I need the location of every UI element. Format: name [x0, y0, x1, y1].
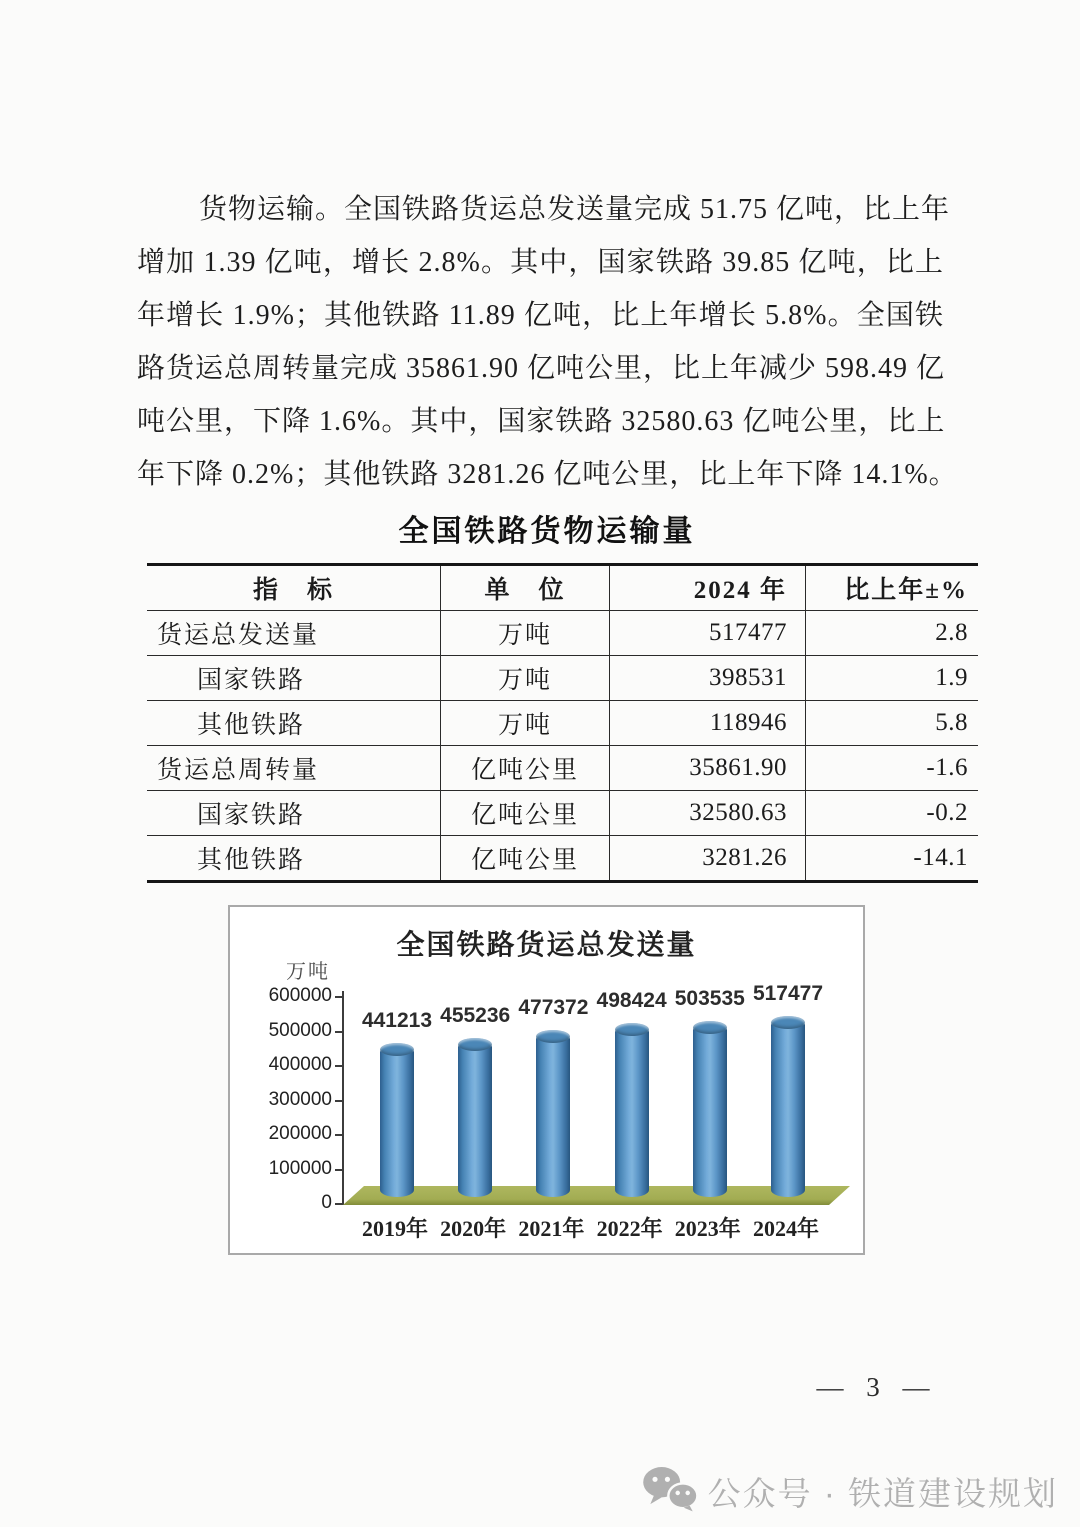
y-tick-mark	[335, 1203, 343, 1205]
y-tick-mark	[335, 1065, 343, 1067]
paragraph-line: 路货运总周转量完成 35861.90 亿吨公里，比上年减少 598.49 亿	[137, 353, 946, 384]
watermark-text: 公众号 · 铁道建设规划	[707, 1475, 1058, 1512]
x-axis-label: 2020年	[440, 1216, 507, 1241]
cell-indicator: 货运总周转量	[147, 746, 441, 791]
freight-table	[147, 563, 978, 883]
wechat-icon	[642, 1466, 698, 1517]
bar-cylinder	[615, 1025, 649, 1197]
x-axis-label: 2019年	[361, 1216, 428, 1241]
y-axis-unit-label: 万吨	[286, 961, 330, 983]
cell-yoy: -1.6	[806, 746, 979, 791]
table-row	[147, 701, 978, 746]
bar-cylinder	[380, 1045, 414, 1197]
bar-cylinder	[536, 1032, 570, 1197]
body-paragraph	[137, 183, 958, 501]
paragraph-line: 年下降 0.2%；其他铁路 3281.26 亿吨公里，比上年下降 14.1%。	[137, 459, 958, 490]
cell-indicator: 国家铁路	[147, 656, 441, 701]
cell-unit: 万吨	[441, 701, 610, 746]
cell-value: 517477	[610, 611, 806, 656]
y-tick-label: 0	[321, 1192, 332, 1213]
bar-value-label: 503535	[674, 987, 745, 1010]
cell-indicator: 货运总发送量	[147, 611, 441, 656]
cell-value: 32580.63	[610, 791, 806, 836]
bar-cylinder	[458, 1040, 492, 1197]
bar-value-label: 498424	[596, 989, 667, 1012]
bar-value-label: 517477	[752, 982, 824, 1005]
paragraph-line: 货物运输。全国铁路货运总发送量完成 51.75 亿吨，比上年	[199, 194, 951, 225]
bar-value-label: 441213	[361, 1009, 433, 1032]
y-tick-label: 300000	[268, 1088, 332, 1110]
y-tick-label: 200000	[268, 1123, 332, 1144]
cell-yoy: -14.1	[913, 844, 968, 871]
x-axis-label: 2021年	[518, 1216, 585, 1241]
cell-yoy: 2.8	[806, 611, 979, 656]
bar-cylinder	[693, 1023, 727, 1197]
y-tick-mark	[335, 1031, 343, 1033]
paragraph-line: 吨公里，下降 1.6%。其中，国家铁路 32580.63 亿吨公里，比上	[137, 406, 946, 437]
cell-value: 118946	[610, 701, 806, 746]
cell-unit: 亿吨公里	[441, 791, 610, 836]
bar-cylinder	[771, 1018, 805, 1197]
y-tick-label: 500000	[268, 1019, 332, 1041]
cell-indicator: 其他铁路	[147, 701, 441, 746]
table-row	[147, 611, 978, 656]
x-axis-label: 2022年	[596, 1216, 663, 1241]
y-tick-mark	[335, 1100, 343, 1102]
x-axis-label: 2023年	[674, 1216, 741, 1241]
cell-unit: 亿吨公里	[441, 746, 610, 791]
y-tick-mark	[335, 1134, 343, 1136]
table-row	[147, 836, 978, 882]
x-axis-label: 2024年	[752, 1216, 819, 1241]
y-tick-label: 400000	[268, 1054, 332, 1075]
bar-value-label: 455236	[440, 1004, 511, 1027]
chart-plot	[230, 907, 863, 1253]
cell-unit: 万吨	[441, 656, 610, 701]
table-row	[147, 791, 978, 836]
col-header-unit: 单 位	[441, 565, 610, 611]
y-tick-label: 600000	[268, 985, 332, 1006]
y-axis-line	[342, 991, 344, 1205]
watermark	[642, 1466, 1058, 1517]
col-header-yoy: 比上年±%	[806, 565, 979, 611]
cell-yoy: 5.8	[806, 701, 979, 746]
page-number: — 3 —	[816, 1372, 938, 1402]
chart-title: 全国铁路货运总发送量	[396, 929, 697, 960]
y-tick-mark	[335, 1169, 343, 1171]
cell-value: 3281.26	[610, 836, 806, 882]
cell-yoy: -0.2	[806, 791, 979, 836]
cell-indicator: 国家铁路	[147, 791, 441, 836]
y-tick-label: 100000	[268, 1157, 332, 1179]
paragraph-line: 年增长 1.9%；其他铁路 11.89 亿吨，比上年增长 5.8%。全国铁	[137, 300, 944, 331]
table-row	[147, 746, 978, 791]
col-header-indicator: 指 标	[147, 565, 441, 611]
cell-indicator: 其他铁路	[147, 836, 441, 882]
y-tick-mark	[335, 996, 343, 998]
freight-volume-chart	[228, 905, 865, 1255]
cell-value: 398531	[610, 656, 806, 701]
table-title: 全国铁路货物运输量	[398, 515, 696, 548]
paragraph-line: 增加 1.39 亿吨，增长 2.8%。其中，国家铁路 39.85 亿吨，比上	[137, 247, 944, 278]
table-header-row	[147, 565, 978, 611]
cell-yoy: 1.9	[806, 656, 979, 701]
cell-value: 35861.90	[610, 746, 806, 791]
bar-value-label: 477372	[518, 996, 589, 1019]
cell-unit: 亿吨公里	[441, 836, 610, 882]
table-row	[147, 656, 978, 701]
cell-unit: 万吨	[441, 611, 610, 656]
col-header-2024: 2024 年	[610, 565, 806, 611]
